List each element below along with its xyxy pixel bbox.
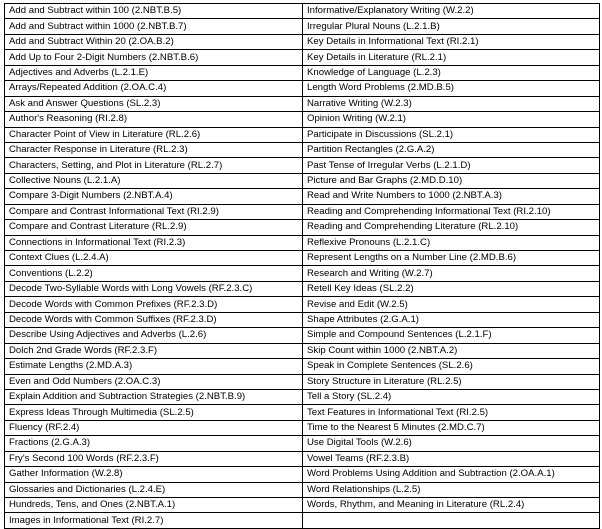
table-cell-right: Key Details in Informational Text (RI.2.1) xyxy=(303,34,600,49)
table-cell-right: Words, Rhythm, and Meaning in Literature (RL.2.4) xyxy=(303,498,600,513)
table-cell-left: Adjectives and Adverbs (L.2.1.E) xyxy=(5,65,303,80)
table-cell-left: Describe Using Adjectives and Adverbs (L.2.6) xyxy=(5,328,303,343)
table-row xyxy=(5,312,600,327)
table-cell-left: Fluency (RF.2.4) xyxy=(5,420,303,435)
table-row xyxy=(5,374,600,389)
table-cell-right xyxy=(303,513,600,528)
table-cell-right: Length Word Problems (2.MD.B.5) xyxy=(303,81,600,96)
table-row xyxy=(5,281,600,296)
table-row xyxy=(5,482,600,497)
table-cell-right: Irregular Plural Nouns (L.2.1.B) xyxy=(303,19,600,34)
table-cell-left: Fry's Second 100 Words (RF.2.3.F) xyxy=(5,451,303,466)
table-cell-right: Text Features in Informational Text (RI.2.5) xyxy=(303,405,600,420)
table-cell-left: Character Response in Literature (RL.2.3) xyxy=(5,142,303,157)
table-row xyxy=(5,34,600,49)
table-cell-left: Fractions (2.G.A.3) xyxy=(5,436,303,451)
standards-table xyxy=(4,3,600,529)
table-body xyxy=(5,4,600,529)
table-cell-right: Simple and Compound Sentences (L.2.1.F) xyxy=(303,328,600,343)
table-cell-left: Express Ideas Through Multimedia (SL.2.5) xyxy=(5,405,303,420)
table-cell-right: Revise and Edit (W.2.5) xyxy=(303,297,600,312)
table-row xyxy=(5,328,600,343)
table-cell-right: Word Problems Using Addition and Subtraction (2.OA.A.1) xyxy=(303,467,600,482)
table-cell-right: Time to the Nearest 5 Minutes (2.MD.C.7) xyxy=(303,420,600,435)
table-cell-right: Story Structure in Literature (RL.2.5) xyxy=(303,374,600,389)
table-cell-left: Even and Odd Numbers (2.OA.C.3) xyxy=(5,374,303,389)
table-cell-left: Decode Two-Syllable Words with Long Vowels (RF.2.3.C) xyxy=(5,281,303,296)
table-cell-left: Dolch 2nd Grade Words (RF.2.3.F) xyxy=(5,343,303,358)
table-cell-right: Picture and Bar Graphs (2.MD.D.10) xyxy=(303,173,600,188)
table-row xyxy=(5,451,600,466)
table-row xyxy=(5,389,600,404)
table-cell-right: Skip Count within 1000 (2.NBT.A.2) xyxy=(303,343,600,358)
table-row xyxy=(5,498,600,513)
table-cell-left: Estimate Lengths (2.MD.A.3) xyxy=(5,359,303,374)
table-row xyxy=(5,235,600,250)
table-row xyxy=(5,112,600,127)
table-cell-left: Gather Information (W.2.8) xyxy=(5,467,303,482)
table-row xyxy=(5,266,600,281)
table-cell-left: Explain Addition and Subtraction Strategies (2.NBT.B.9) xyxy=(5,389,303,404)
table-row xyxy=(5,297,600,312)
table-cell-right: Narrative Writing (W.2.3) xyxy=(303,96,600,111)
table-cell-right: Use Digital Tools (W.2.6) xyxy=(303,436,600,451)
table-row xyxy=(5,405,600,420)
table-cell-left: Collective Nouns (L.2.1.A) xyxy=(5,173,303,188)
table-row xyxy=(5,50,600,65)
table-row xyxy=(5,343,600,358)
table-row xyxy=(5,127,600,142)
table-row xyxy=(5,158,600,173)
table-cell-right: Partition Rectangles (2.G.A.2) xyxy=(303,142,600,157)
table-row xyxy=(5,513,600,528)
table-row xyxy=(5,436,600,451)
table-row xyxy=(5,142,600,157)
table-cell-right: Participate in Discussions (SL.2.1) xyxy=(303,127,600,142)
table-cell-left: Author's Reasoning (RI.2.8) xyxy=(5,112,303,127)
table-cell-right: Key Details in Literature (RL.2.1) xyxy=(303,50,600,65)
table-row xyxy=(5,173,600,188)
table-row xyxy=(5,4,600,19)
table-cell-right: Vowel Teams (RF.2.3.B) xyxy=(303,451,600,466)
table-row xyxy=(5,359,600,374)
table-row xyxy=(5,65,600,80)
table-cell-left: Decode Words with Common Suffixes (RF.2.3.D) xyxy=(5,312,303,327)
table-row xyxy=(5,251,600,266)
table-cell-left: Conventions (L.2.2) xyxy=(5,266,303,281)
table-cell-right: Represent Lengths on a Number Line (2.MD.B.6) xyxy=(303,251,600,266)
table-row xyxy=(5,81,600,96)
table-row xyxy=(5,220,600,235)
table-cell-left: Arrays/Repeated Addition (2.OA.C.4) xyxy=(5,81,303,96)
table-cell-left: Add and Subtract within 1000 (2.NBT.B.7) xyxy=(5,19,303,34)
table-row xyxy=(5,189,600,204)
table-cell-left: Compare and Contrast Informational Text (RI.2.9) xyxy=(5,204,303,219)
table-row xyxy=(5,19,600,34)
table-cell-left: Hundreds, Tens, and Ones (2.NBT.A.1) xyxy=(5,498,303,513)
table-row xyxy=(5,96,600,111)
table-row xyxy=(5,204,600,219)
table-cell-right: Speak in Complete Sentences (SL.2.6) xyxy=(303,359,600,374)
table-cell-right: Past Tense of Irregular Verbs (L.2.1.D) xyxy=(303,158,600,173)
table-cell-right: Research and Writing (W.2.7) xyxy=(303,266,600,281)
table-cell-right: Word Relationships (L.2.5) xyxy=(303,482,600,497)
table-cell-left: Character Point of View in Literature (RL.2.6) xyxy=(5,127,303,142)
table-cell-left: Add and Subtract within 100 (2.NBT.B.5) xyxy=(5,4,303,19)
table-cell-right: Reading and Comprehending Literature (RL.2.10) xyxy=(303,220,600,235)
table-cell-left: Context Clues (L.2.4.A) xyxy=(5,251,303,266)
table-cell-left: Characters, Setting, and Plot in Literature (RL.2.7) xyxy=(5,158,303,173)
table-cell-left: Connections in Informational Text (RI.2.3) xyxy=(5,235,303,250)
table-cell-right: Shape Attributes (2.G.A.1) xyxy=(303,312,600,327)
table-cell-right: Read and Write Numbers to 1000 (2.NBT.A.3) xyxy=(303,189,600,204)
table-cell-left: Glossaries and Dictionaries (L.2.4.E) xyxy=(5,482,303,497)
table-cell-right: Reflexive Pronouns (L.2.1.C) xyxy=(303,235,600,250)
table-cell-left: Images in Informational Text (RI.2.7) xyxy=(5,513,303,528)
table-cell-left: Add and Subtract Within 20 (2.OA.B.2) xyxy=(5,34,303,49)
table-cell-right: Knowledge of Language (L.2.3) xyxy=(303,65,600,80)
table-cell-right: Retell Key Ideas (SL.2.2) xyxy=(303,281,600,296)
table-cell-right: Informative/Explanatory Writing (W.2.2) xyxy=(303,4,600,19)
table-cell-left: Ask and Answer Questions (SL.2.3) xyxy=(5,96,303,111)
table-cell-left: Add Up to Four 2-Digit Numbers (2.NBT.B.6) xyxy=(5,50,303,65)
table-row xyxy=(5,467,600,482)
table-cell-left: Compare and Contrast Literature (RL.2.9) xyxy=(5,220,303,235)
table-cell-left: Decode Words with Common Prefixes (RF.2.3.D) xyxy=(5,297,303,312)
table-cell-right: Opinion Writing (W.2.1) xyxy=(303,112,600,127)
table-cell-right: Tell a Story (SL.2.4) xyxy=(303,389,600,404)
table-cell-right: Reading and Comprehending Informational Text (RI.2.10) xyxy=(303,204,600,219)
table-row xyxy=(5,420,600,435)
table-cell-left: Compare 3-Digit Numbers (2.NBT.A.4) xyxy=(5,189,303,204)
